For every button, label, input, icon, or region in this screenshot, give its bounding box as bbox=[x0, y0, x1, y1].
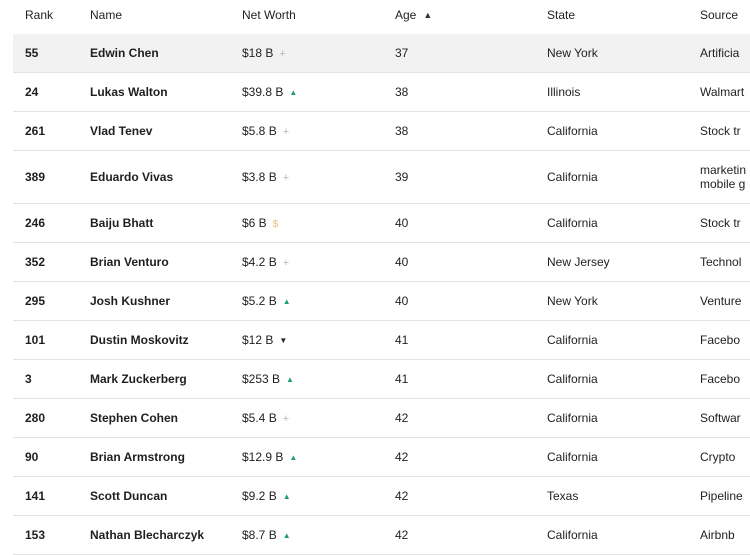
name-cell[interactable]: Edwin Chen bbox=[90, 46, 159, 60]
name-cell[interactable]: Baiju Bhatt bbox=[90, 216, 154, 230]
name-cell[interactable]: Mark Zuckerberg bbox=[90, 372, 187, 386]
name-cell[interactable]: Eduardo Vivas bbox=[90, 170, 174, 184]
trend-neutral-icon: + bbox=[279, 48, 286, 60]
source-cell: marketin mobile g bbox=[700, 163, 747, 191]
age-cell: 41 bbox=[395, 372, 409, 386]
age-cell: 40 bbox=[395, 255, 409, 269]
sort-ascending-icon[interactable]: ▲ bbox=[423, 10, 433, 20]
state-cell: California bbox=[547, 450, 598, 464]
table-row[interactable] bbox=[13, 282, 750, 321]
rank-cell: 3 bbox=[25, 372, 32, 386]
net-worth-cell bbox=[242, 170, 289, 184]
dollar-icon: $ bbox=[272, 219, 279, 230]
table-row[interactable] bbox=[13, 516, 750, 555]
trend-up-icon: ▲ bbox=[286, 375, 294, 384]
rank-cell: 295 bbox=[25, 294, 46, 308]
net-worth-cell bbox=[242, 411, 289, 425]
rank-cell: 352 bbox=[25, 255, 46, 269]
age-cell: 40 bbox=[395, 216, 409, 230]
state-cell: New York bbox=[547, 46, 598, 60]
name-cell[interactable]: Josh Kushner bbox=[90, 294, 171, 308]
trend-up-icon: ▲ bbox=[289, 453, 298, 462]
name-cell[interactable]: Brian Venturo bbox=[90, 255, 169, 269]
trend-up-icon: ▲ bbox=[282, 297, 291, 306]
source-cell: Stock tr bbox=[700, 124, 741, 138]
rank-cell: 24 bbox=[25, 85, 39, 99]
header-name[interactable]: Name bbox=[90, 8, 123, 22]
name-cell[interactable]: Stephen Cohen bbox=[90, 411, 179, 425]
net-worth-cell bbox=[242, 85, 297, 99]
trend-down-icon: ▼ bbox=[279, 336, 288, 345]
net-worth-value: $9.2 B bbox=[242, 489, 277, 503]
table-row[interactable] bbox=[13, 73, 750, 112]
state-cell: California bbox=[547, 170, 598, 184]
source-cell: Facebo bbox=[700, 372, 741, 386]
name-cell[interactable]: Brian Armstrong bbox=[90, 450, 185, 464]
table-row[interactable] bbox=[13, 34, 750, 73]
trend-neutral-icon: + bbox=[282, 413, 290, 425]
state-cell: California bbox=[547, 528, 598, 542]
trend-neutral-icon: + bbox=[282, 172, 290, 184]
table-row[interactable] bbox=[13, 151, 750, 204]
net-worth-value: $8.7 B bbox=[242, 528, 277, 542]
source-cell: Crypto bbox=[700, 450, 736, 464]
table-row[interactable] bbox=[13, 360, 750, 399]
header-rank[interactable]: Rank bbox=[25, 8, 54, 22]
table-row[interactable] bbox=[13, 438, 750, 477]
age-cell: 41 bbox=[395, 333, 409, 347]
net-worth-cell bbox=[242, 450, 297, 464]
state-cell: Texas bbox=[547, 489, 579, 503]
net-worth-value: $18 B bbox=[242, 46, 274, 60]
net-worth-value: $6 B bbox=[242, 216, 267, 230]
rank-cell: 153 bbox=[25, 528, 46, 542]
rank-cell: 261 bbox=[25, 124, 46, 138]
trend-up-icon: ▲ bbox=[282, 492, 291, 501]
state-cell: California bbox=[547, 411, 598, 425]
source-cell: Airbnb bbox=[700, 528, 735, 542]
table-row[interactable] bbox=[13, 399, 750, 438]
rank-cell: 141 bbox=[25, 489, 46, 503]
age-cell: 38 bbox=[395, 85, 409, 99]
net-worth-value: $4.2 B bbox=[242, 255, 277, 269]
source-cell: Artificia bbox=[700, 46, 740, 60]
age-cell: 38 bbox=[395, 124, 409, 138]
header-source[interactable]: Source bbox=[700, 8, 739, 22]
source-cell: Pipeline bbox=[700, 489, 743, 503]
rank-cell: 101 bbox=[25, 333, 46, 347]
rank-cell: 389 bbox=[25, 170, 46, 184]
table-header bbox=[0, 0, 750, 32]
table-row[interactable] bbox=[13, 204, 750, 243]
net-worth-value: $5.8 B bbox=[242, 124, 277, 138]
name-cell[interactable]: Scott Duncan bbox=[90, 489, 168, 503]
header-age[interactable] bbox=[395, 8, 432, 22]
header-age-label: Age bbox=[395, 8, 417, 22]
source-cell: Venture bbox=[700, 294, 742, 308]
trend-neutral-icon: + bbox=[282, 126, 290, 138]
trend-up-icon: ▲ bbox=[282, 531, 291, 540]
state-cell: California bbox=[547, 372, 598, 386]
name-cell[interactable]: Nathan Blecharczyk bbox=[90, 528, 205, 542]
table-row[interactable] bbox=[13, 477, 750, 516]
age-cell: 37 bbox=[395, 46, 409, 60]
source-cell: Walmart bbox=[700, 85, 745, 99]
net-worth-cell bbox=[242, 489, 291, 503]
age-cell: 40 bbox=[395, 294, 409, 308]
state-cell: New Jersey bbox=[547, 255, 610, 269]
state-cell: Illinois bbox=[547, 85, 581, 99]
name-cell[interactable]: Dustin Moskovitz bbox=[90, 333, 189, 347]
net-worth-cell bbox=[242, 255, 289, 269]
net-worth-value: $5.2 B bbox=[242, 294, 277, 308]
net-worth-value: $253 B bbox=[242, 372, 281, 386]
name-cell[interactable]: Lukas Walton bbox=[90, 85, 168, 99]
source-cell: Technol bbox=[700, 255, 742, 269]
trend-neutral-icon: + bbox=[282, 257, 290, 269]
net-worth-cell bbox=[242, 216, 278, 230]
state-cell: California bbox=[547, 333, 598, 347]
age-cell: 42 bbox=[395, 489, 409, 503]
net-worth-cell bbox=[242, 124, 289, 138]
net-worth-cell bbox=[242, 46, 286, 60]
age-cell: 42 bbox=[395, 450, 409, 464]
source-cell: Softwar bbox=[700, 411, 741, 425]
net-worth-cell bbox=[242, 294, 291, 308]
table-row[interactable] bbox=[13, 243, 750, 282]
rank-cell: 246 bbox=[25, 216, 46, 230]
trend-up-icon: ▲ bbox=[289, 88, 298, 97]
net-worth-cell bbox=[242, 528, 291, 542]
age-cell: 39 bbox=[395, 170, 409, 184]
net-worth-value: $3.8 B bbox=[242, 170, 277, 184]
table-row[interactable] bbox=[13, 112, 750, 151]
header-net-worth[interactable]: Net Worth bbox=[242, 8, 296, 22]
net-worth-value: $5.4 B bbox=[242, 411, 277, 425]
source-cell: Stock tr bbox=[700, 216, 741, 230]
net-worth-value: $12.9 B bbox=[242, 450, 284, 464]
age-cell: 42 bbox=[395, 528, 409, 542]
source-cell: Facebo bbox=[700, 333, 741, 347]
net-worth-cell bbox=[242, 333, 287, 347]
name-cell[interactable]: Vlad Tenev bbox=[90, 124, 153, 138]
net-worth-cell bbox=[242, 372, 294, 386]
net-worth-value: $12 B bbox=[242, 333, 274, 347]
rank-cell: 280 bbox=[25, 411, 46, 425]
state-cell: California bbox=[547, 124, 598, 138]
state-cell: New York bbox=[547, 294, 598, 308]
header-state[interactable]: State bbox=[547, 8, 576, 22]
state-cell: California bbox=[547, 216, 598, 230]
net-worth-value: $39.8 B bbox=[242, 85, 284, 99]
table-row[interactable] bbox=[13, 321, 750, 360]
age-cell: 42 bbox=[395, 411, 409, 425]
rank-cell: 55 bbox=[25, 46, 39, 60]
rank-cell: 90 bbox=[25, 450, 39, 464]
